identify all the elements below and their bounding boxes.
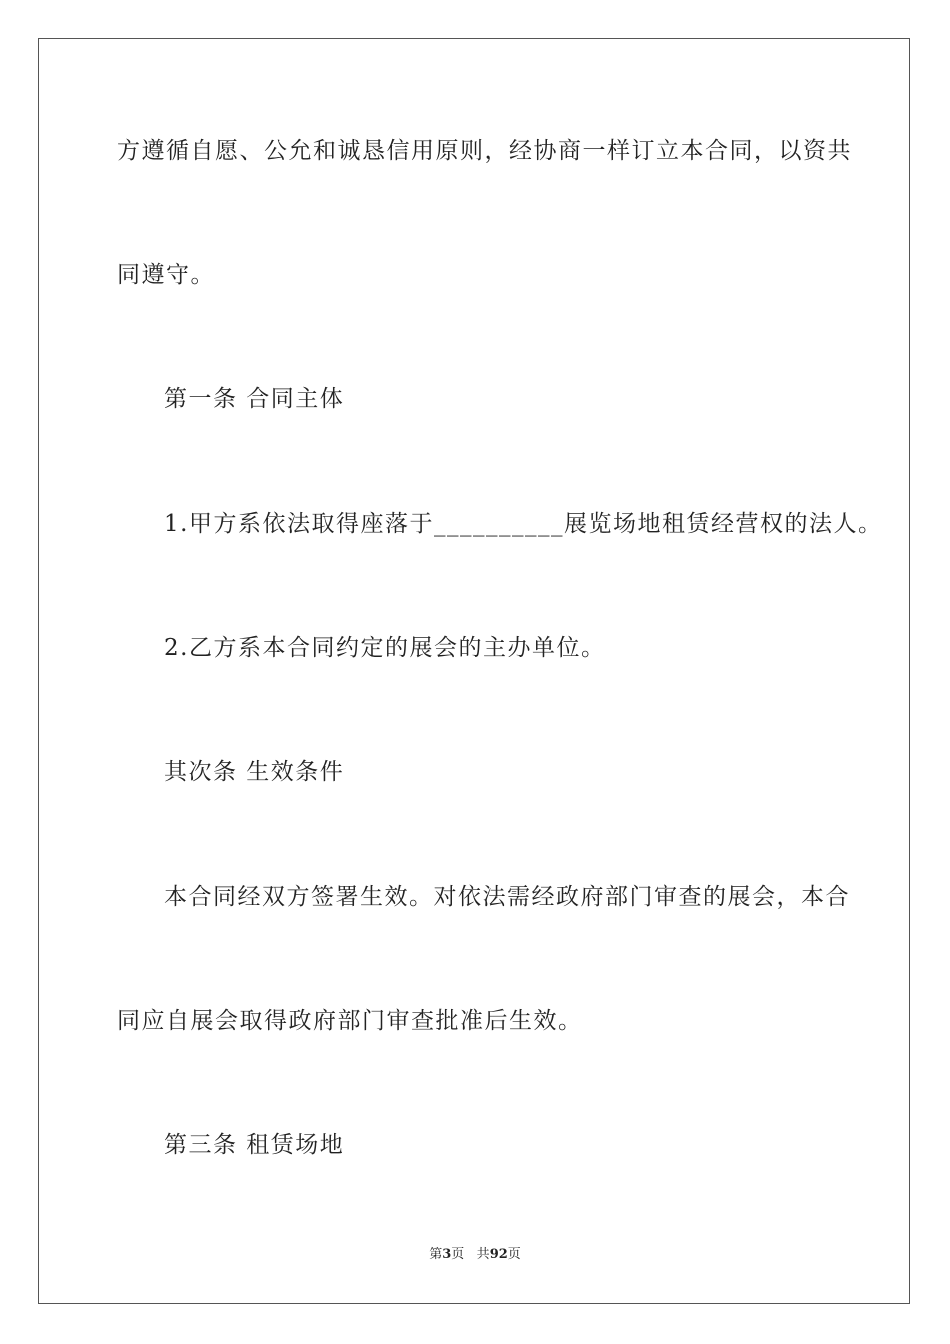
paragraph-line-1: 方遵循自愿、公允和诚恳信用原则，经协商一样订立本合同，以资共	[117, 138, 852, 164]
clause-1-1: 1.甲方系依法取得座落于__________展览场地租赁经营权的法人。	[164, 511, 883, 537]
article-2-heading: 其次条 生效条件	[164, 759, 345, 785]
clause-1-2: 2.乙方系本合同约定的展会的主办单位。	[164, 635, 606, 661]
page-footer	[0, 1246, 950, 1264]
footer-page-prefix: 第	[429, 1247, 443, 1262]
footer-total-pages: 92	[489, 1247, 508, 1262]
article-3-heading: 第三条 租赁场地	[164, 1132, 345, 1158]
article-2-body-line-1: 本合同经双方签署生效。对依法需经政府部门审查的展会，本合	[164, 884, 850, 910]
article-1-heading: 第一条 合同主体	[164, 386, 345, 412]
page-border	[38, 38, 910, 1304]
footer-page-number: 3	[442, 1247, 452, 1262]
article-2-body-line-2: 同应自展会取得政府部门审查批准后生效。	[117, 1008, 583, 1034]
footer-page-suffix: 页	[451, 1247, 465, 1262]
footer-total-prefix: 共	[476, 1247, 490, 1262]
footer-total-suffix: 页	[507, 1247, 521, 1262]
paragraph-line-2: 同遵守。	[117, 262, 215, 288]
